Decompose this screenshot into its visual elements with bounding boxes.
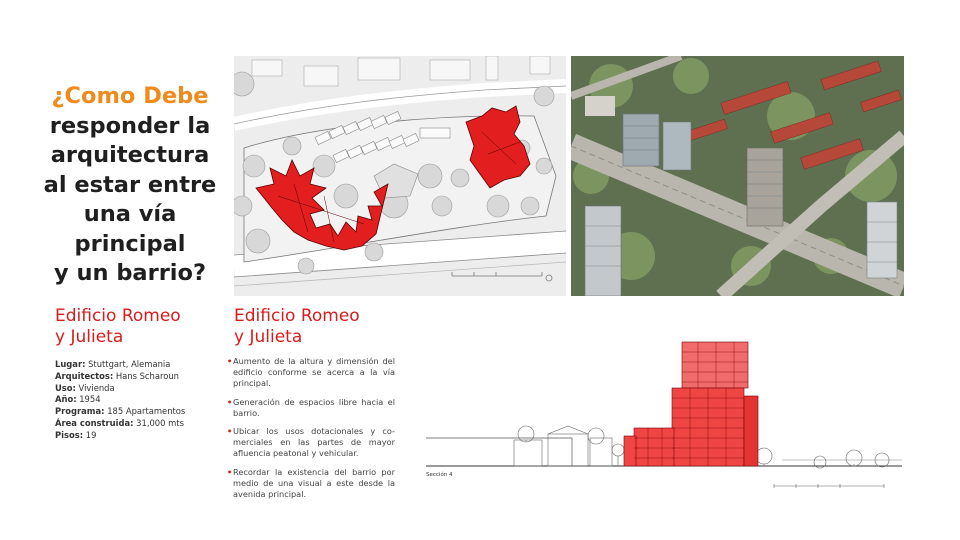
fact-row — [55, 394, 225, 406]
fact-label: Año: — [55, 394, 77, 405]
fact-label: Uso: — [55, 382, 76, 393]
project-facts — [55, 359, 225, 442]
fact-row — [55, 430, 225, 442]
project-title-middle-line-1: Edificio Romeo — [234, 306, 360, 326]
question-line-5: y un barrio? — [53, 260, 207, 286]
fact-value: Stuttgart, Alemania — [85, 359, 171, 369]
fact-row — [55, 371, 225, 383]
list-item — [227, 397, 395, 419]
list-item-text: Generación de espacios libre hacia el barrio. — [233, 396, 395, 418]
fact-value: Vivienda — [75, 382, 115, 393]
question-heading — [30, 82, 230, 289]
fact-value: 1954 — [76, 394, 101, 405]
project-title-left-line-2: y Julieta — [55, 327, 124, 347]
question-line-3: al estar entre — [43, 171, 217, 198]
fact-row — [55, 418, 225, 430]
fact-value: Hans Scharoun — [113, 370, 179, 381]
bullet-icon: • — [227, 356, 233, 366]
section-drawing — [422, 330, 906, 505]
list-item — [227, 356, 395, 390]
fact-value: 31,000 mts — [133, 417, 184, 428]
bullet-icon: • — [227, 466, 233, 477]
list-item-text: Aumento de la altura y dimensión del edificio conforme se acerca a la vía principal. — [233, 356, 395, 389]
fact-value: 185 Apartamentos — [104, 406, 186, 417]
question-accent: ¿Como Debe — [51, 83, 209, 109]
section-label: Sección 4 — [426, 472, 453, 478]
site-plan-image — [234, 56, 566, 296]
fact-label: Arquitectos: — [55, 370, 114, 381]
fact-label: Programa: — [55, 406, 105, 417]
project-title-left-line-1: Edificio Romeo — [55, 306, 181, 326]
fact-label: Lugar: — [55, 359, 86, 369]
fact-label: Área construida: — [55, 417, 134, 428]
site-plan-drawing — [234, 56, 566, 296]
question-line-4: una vía principal — [74, 201, 186, 257]
list-item — [227, 426, 395, 460]
bullet-icon: • — [227, 426, 233, 437]
list-item-text: Ubicar los usos dotacionales y co-merciales en las partes de mayor afluencia peatonal y vehicular. — [233, 426, 395, 459]
fact-label: Pisos: — [55, 429, 84, 440]
question-line-2: arquitectura — [50, 142, 210, 168]
project-title-middle — [234, 306, 394, 348]
fact-value: 19 — [83, 429, 97, 440]
fact-row — [55, 383, 225, 395]
project-title-middle-line-2: y Julieta — [234, 327, 303, 347]
project-title-left — [55, 306, 215, 348]
aerial-photo — [571, 56, 904, 296]
section-drawing-svg — [422, 330, 906, 505]
fact-row — [55, 406, 225, 418]
list-item-text: Recordar la existencia del barrio por medio de una visual a este desde la avenida principal. — [233, 466, 395, 500]
question-line-1: responder la — [49, 112, 211, 139]
design-strategies-list — [227, 356, 395, 507]
bullet-icon: • — [227, 396, 233, 407]
list-item — [227, 467, 395, 501]
aerial-photo-drawing — [571, 56, 904, 296]
fact-row — [55, 359, 225, 371]
